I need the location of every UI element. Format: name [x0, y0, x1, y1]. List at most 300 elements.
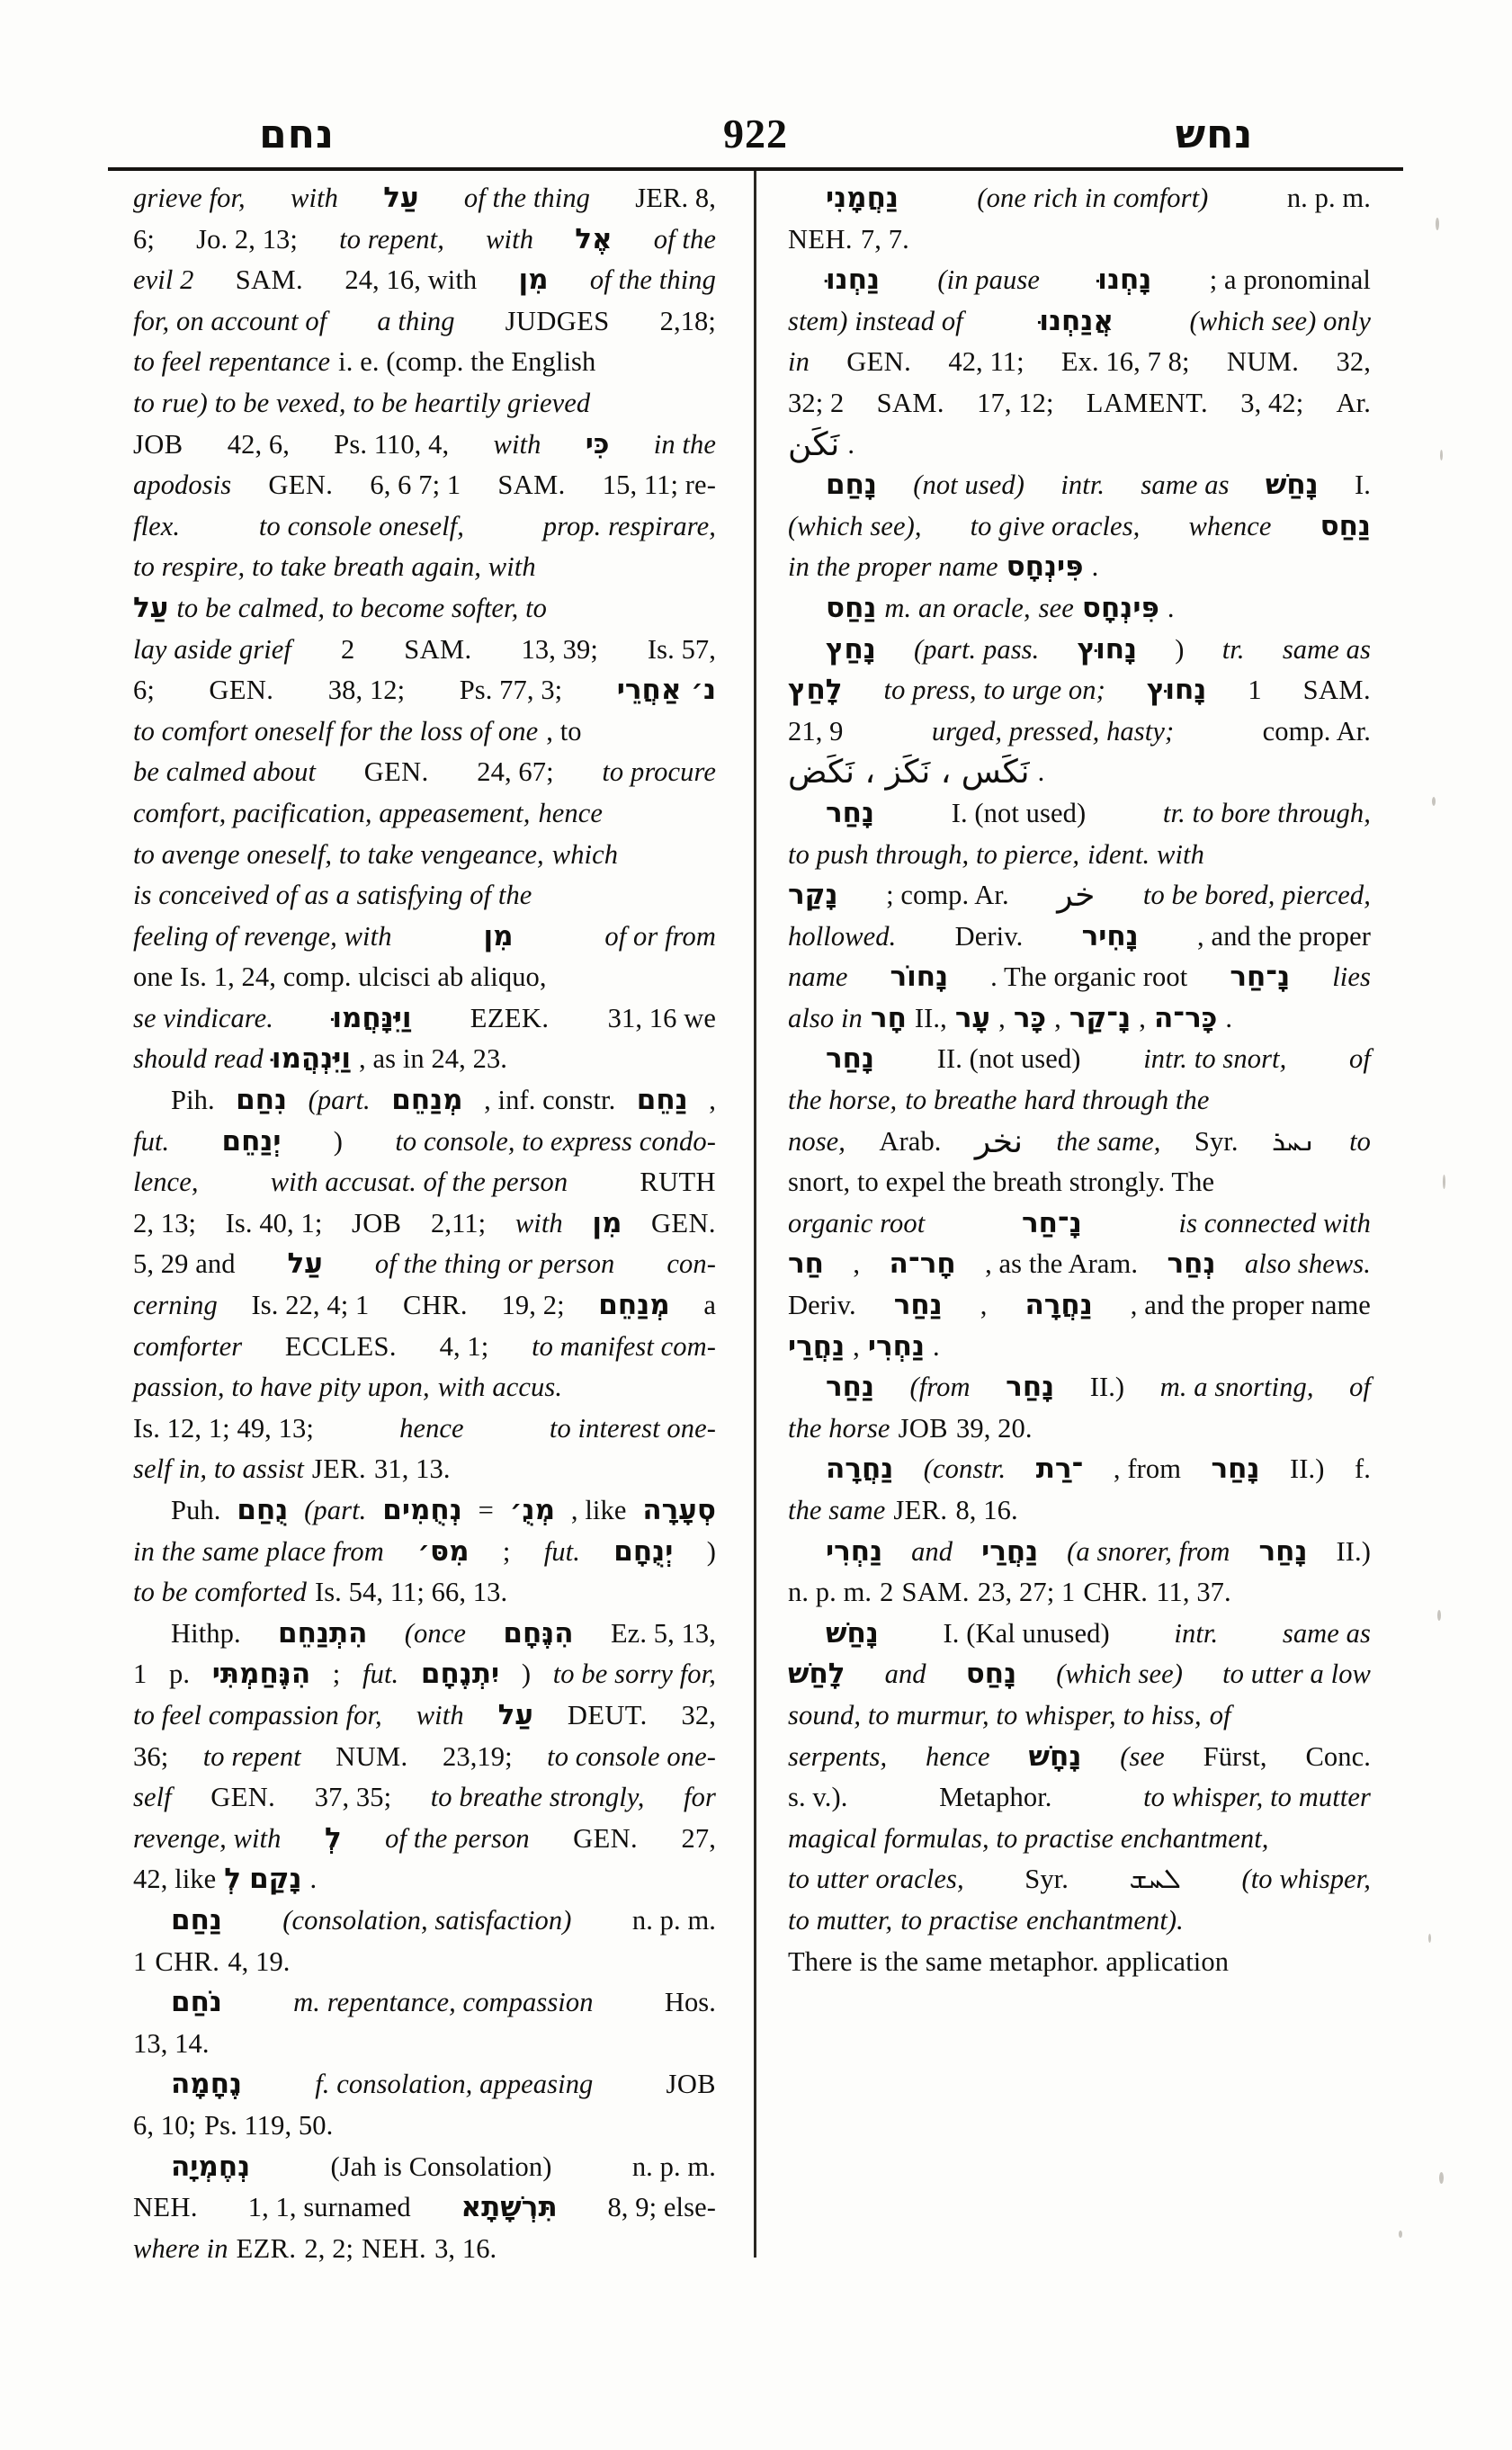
- hebrew-word: נֹחַם: [171, 1986, 222, 2019]
- gloss-text: lence,: [133, 1167, 199, 1198]
- scripture-reference: SAM.: [404, 633, 472, 665]
- gloss-text: evil 2: [133, 264, 194, 296]
- scripture-reference: EZR.: [236, 2232, 297, 2264]
- body-text: 27,: [681, 1822, 716, 1854]
- gloss-text: to press, to urge on;: [883, 675, 1105, 706]
- hebrew-word: נַחַם: [171, 1903, 222, 1936]
- body-text: .: [1167, 592, 1175, 623]
- text-line: [133, 1654, 716, 1695]
- scan-speckle: [1440, 450, 1443, 460]
- body-text: 42, 11;: [948, 346, 1024, 378]
- hebrew-word: פִּינְחָס: [1081, 591, 1159, 624]
- hebrew-word: וַיִּנְהֲמוּ: [271, 1042, 352, 1076]
- hebrew-word: ־רַת: [1035, 1453, 1084, 1486]
- scripture-reference: GEN.: [651, 1207, 716, 1238]
- scan-speckle: [1428, 1934, 1431, 1943]
- hebrew-word: עַל: [497, 1698, 533, 1731]
- gloss-text: with accusat. of the person: [270, 1167, 568, 1198]
- text-line: [788, 1285, 1371, 1327]
- gloss-text: m. a snorting,: [1159, 1372, 1314, 1403]
- body-text: 6;: [133, 675, 155, 706]
- body-text: .: [1225, 1002, 1233, 1033]
- text-line: [133, 2147, 716, 2188]
- gloss-text: in: [788, 346, 810, 378]
- body-text: 39, 20.: [956, 1412, 1033, 1444]
- body-text: 6;: [133, 223, 155, 255]
- body-text: Is. 40, 1;: [225, 1207, 323, 1238]
- body-text: 2: [340, 633, 355, 665]
- body-text: , as the Aram.: [985, 1248, 1139, 1280]
- text-line: [133, 1532, 716, 1573]
- text-line: [133, 957, 716, 998]
- hebrew-word: נְחֻמִים: [382, 1494, 462, 1526]
- hebrew-word: הִנֶּחַמְתִּי: [211, 1658, 311, 1691]
- body-text: n. p. m.: [631, 2150, 716, 2182]
- body-text: Ps. 77, 3;: [459, 675, 563, 706]
- hebrew-word: נַחֲרָה: [826, 1453, 894, 1486]
- hebrew-word: נַחֲרַי: [981, 1534, 1039, 1568]
- text-line: [788, 506, 1371, 548]
- body-text: ,: [998, 1002, 1006, 1033]
- text-line: [133, 547, 716, 588]
- text-line: [788, 711, 1371, 753]
- gloss-text: revenge, with: [133, 1822, 282, 1854]
- body-text: Deriv.: [788, 1290, 856, 1321]
- gloss-text: magical formulas, to practise enchantment,: [788, 1822, 1269, 1854]
- hebrew-word: סְעָרָה: [642, 1494, 716, 1526]
- gloss-text: con-: [667, 1248, 716, 1280]
- gloss-text: (once: [404, 1617, 467, 1649]
- text-line: [788, 1859, 1371, 1900]
- text-line: [133, 301, 716, 343]
- text-line: [788, 1695, 1371, 1737]
- body-text: =: [478, 1495, 494, 1525]
- body-text: ,: [709, 1085, 716, 1116]
- gloss-text: of the: [653, 223, 716, 255]
- gloss-text: self: [133, 1782, 172, 1813]
- hebrew-word: עַל: [383, 182, 419, 214]
- gloss-text: prop. respirare,: [542, 510, 716, 541]
- body-text: 8, 9; else-: [607, 2192, 716, 2223]
- hebrew-word: לָחַשׁ: [788, 1658, 845, 1691]
- hebrew-word: נָחִיר: [1081, 919, 1139, 952]
- hebrew-word: נָקַם: [249, 1863, 302, 1896]
- hebrew-word: נַחֲרַי: [788, 1329, 845, 1363]
- hebrew-word: נָחַר: [1006, 1371, 1055, 1404]
- gloss-text: to breathe strongly,: [430, 1782, 645, 1813]
- body-text: Puh.: [171, 1495, 221, 1525]
- gloss-text: to give oracles,: [970, 510, 1141, 541]
- gloss-text: to practise: [900, 1904, 1018, 1936]
- gloss-text: with accus.: [437, 1372, 563, 1403]
- gloss-text: to procure: [602, 756, 716, 788]
- gloss-text: with: [514, 1207, 563, 1238]
- gloss-text: ident. with: [1087, 838, 1204, 870]
- text-line: [788, 998, 1371, 1040]
- body-text: Is. 57,: [647, 633, 716, 665]
- text-line: [133, 1982, 716, 2024]
- body-text: ,: [1139, 1002, 1146, 1033]
- body-text: .: [933, 1330, 940, 1362]
- body-text: Conc.: [1305, 1740, 1371, 1772]
- body-text: , as in 24, 23.: [359, 1043, 508, 1075]
- text-line: [133, 752, 716, 793]
- body-text: 2: [880, 1577, 894, 1608]
- body-text: 32; 2: [788, 387, 845, 418]
- gloss-text: to respire, to take breath again, with: [133, 551, 536, 583]
- body-text: , and the proper name: [1130, 1290, 1371, 1321]
- page-number: 922: [723, 111, 788, 156]
- hebrew-word: חַר: [788, 1247, 824, 1281]
- gloss-text: the same,: [1056, 1125, 1161, 1157]
- gloss-text: tr. to bore through,: [1162, 797, 1371, 828]
- scan-speckle: [1436, 218, 1439, 230]
- gloss-text: (to whisper,: [1241, 1864, 1371, 1895]
- hebrew-word: תִּרְשָׁתָא: [461, 2191, 558, 2224]
- text-line: [133, 260, 716, 301]
- text-line: [133, 1367, 716, 1408]
- gloss-text: to mutter,: [788, 1904, 893, 1936]
- body-text: 24, 16, with: [344, 264, 478, 296]
- body-text: 36;: [133, 1740, 169, 1772]
- scripture-reference: JER.: [311, 1453, 366, 1485]
- body-text: ,: [980, 1290, 988, 1321]
- body-text: Is. 12, 1; 49, 13;: [133, 1412, 314, 1444]
- gloss-text: to breathe hard through the: [905, 1085, 1210, 1116]
- gloss-text: to avenge oneself, to take vengeance,: [133, 838, 544, 870]
- gloss-text: (from: [909, 1372, 971, 1403]
- text-line: [788, 1080, 1371, 1122]
- scripture-reference: CHR.: [1083, 1577, 1149, 1608]
- text-line: [788, 1408, 1371, 1450]
- text-line: [133, 2064, 716, 2106]
- body-text: Ar.: [1336, 387, 1371, 418]
- gloss-text: is conceived of as a satisfying of the: [133, 880, 532, 911]
- hebrew-word: נ׳ אַחֲרֵי: [616, 674, 716, 707]
- gloss-text: (consolation, satisfaction): [282, 1904, 572, 1936]
- hebrew-word: נָחַץ: [826, 632, 876, 666]
- body-text: I.: [1354, 469, 1371, 501]
- body-text: 23,19;: [443, 1740, 513, 1772]
- hebrew-word: כָּר־ה: [1153, 1001, 1218, 1034]
- hebrew-word: נַחֲרָה: [1024, 1289, 1093, 1322]
- gloss-text: urged, pressed, hasty;: [931, 715, 1175, 747]
- body-text: .: [847, 428, 855, 460]
- body-text: 13, 39;: [521, 633, 598, 665]
- scripture-reference: NEH.: [362, 2232, 427, 2264]
- body-text: ; a pronominal: [1209, 264, 1371, 296]
- body-text: Hos.: [664, 1987, 716, 2018]
- text-line: [788, 752, 1371, 793]
- hebrew-word: יִתְנֶחָם: [420, 1658, 500, 1691]
- body-text: . The organic root: [990, 961, 1188, 993]
- hebrew-word: מִסּ׳: [417, 1534, 470, 1568]
- body-text: snort, to expel the breath strongly. The: [788, 1167, 1215, 1198]
- text-line: [133, 670, 716, 711]
- gloss-text: se vindicare.: [133, 1002, 274, 1033]
- gloss-text: the same: [788, 1495, 886, 1525]
- hebrew-word: חָר־ה: [889, 1247, 956, 1281]
- gloss-text: same as: [1282, 633, 1371, 665]
- body-text: (Jah is Consolation): [330, 2150, 552, 2182]
- gloss-text: of the thing: [463, 183, 591, 213]
- text-line: [788, 1532, 1371, 1573]
- gloss-text: of the thing: [589, 264, 716, 296]
- scripture-reference: SAM.: [497, 469, 566, 501]
- gloss-text: apodosis: [133, 469, 232, 501]
- text-line: [133, 588, 716, 630]
- gloss-text: serpents,: [788, 1740, 888, 1772]
- gloss-text: where in: [133, 2232, 228, 2264]
- text-line: [788, 793, 1371, 835]
- text-line: [133, 1614, 716, 1655]
- body-text: 37, 35;: [314, 1782, 392, 1813]
- text-line: [788, 835, 1371, 876]
- hebrew-word: נָחַר: [1258, 1534, 1308, 1568]
- hebrew-word: כָּר: [1013, 1001, 1047, 1034]
- arabic-word: نخر: [974, 1122, 1024, 1160]
- hebrew-word: נְחַר: [1167, 1247, 1216, 1281]
- text-line: [133, 875, 716, 917]
- body-text: , from: [1113, 1453, 1182, 1485]
- gloss-text: enchantment).: [1025, 1904, 1184, 1936]
- gloss-text: to repent,: [339, 223, 444, 255]
- text-line: [133, 1162, 716, 1203]
- body-text: Hithp.: [171, 1617, 241, 1649]
- body-text: 21, 9: [788, 715, 844, 747]
- text-line: [133, 383, 716, 425]
- body-text: II.): [1089, 1372, 1125, 1403]
- body-text: I. (not used): [951, 797, 1087, 828]
- text-line: [788, 917, 1371, 958]
- body-text: ): [333, 1125, 344, 1157]
- gloss-text: hence: [926, 1740, 990, 1772]
- hebrew-word: נַחַר: [826, 1371, 875, 1404]
- body-text: Fürst,: [1203, 1740, 1267, 1772]
- gloss-text: stem) instead of: [788, 305, 963, 336]
- gloss-text: (which see): [1056, 1659, 1184, 1690]
- gloss-text: intr.: [1060, 469, 1105, 501]
- hebrew-word: מִן: [592, 1206, 622, 1239]
- scripture-reference: GEN.: [846, 346, 912, 378]
- gloss-text: is connected with: [1178, 1207, 1371, 1238]
- body-text: a: [703, 1290, 716, 1321]
- scripture-reference: GEN.: [268, 469, 334, 501]
- body-text: , inf. constr.: [484, 1085, 616, 1116]
- text-line: [788, 1039, 1371, 1080]
- text-line: [788, 219, 1371, 261]
- gloss-text: (constr.: [923, 1453, 1007, 1485]
- gloss-text: same as: [1141, 469, 1230, 501]
- text-line: [788, 1777, 1371, 1819]
- arabic-word: نَكَن: [788, 425, 840, 463]
- text-line: [133, 219, 716, 261]
- text-line: [133, 1777, 716, 1819]
- hebrew-word: נָחוּץ: [1077, 632, 1138, 666]
- gloss-text: to manifest com-: [532, 1330, 716, 1362]
- body-text: II. (not used): [936, 1043, 1081, 1075]
- text-line: [133, 1942, 716, 1983]
- hebrew-word: נָחָשׁ: [1028, 1739, 1082, 1773]
- body-text: 2, 2;: [304, 2232, 354, 2264]
- text-line: [788, 875, 1371, 917]
- hebrew-word: נַחַס: [826, 591, 877, 624]
- hebrew-word: נָחְנוּ: [1097, 264, 1152, 297]
- gloss-text: (part.: [304, 1495, 367, 1525]
- hebrew-word: יְנֻחָם: [613, 1534, 674, 1568]
- text-line: [133, 1695, 716, 1737]
- body-text: 6, 10;: [133, 2109, 197, 2141]
- gloss-text: for, on account of: [133, 305, 327, 336]
- hebrew-word: נָ־חַר: [1230, 961, 1291, 994]
- gloss-text: (in pause: [937, 264, 1040, 296]
- body-text: n. p. m.: [788, 1577, 872, 1608]
- hebrew-word: נָחוּץ: [1146, 674, 1207, 707]
- gloss-text: to repent: [202, 1740, 301, 1772]
- body-text: ): [706, 1535, 716, 1567]
- hebrew-word: פִּינְחָס: [1006, 550, 1084, 584]
- body-text: 32,: [1336, 346, 1371, 378]
- gloss-text: passion, to have pity upon,: [133, 1372, 430, 1403]
- column-divider: [754, 171, 756, 2258]
- text-line: [788, 1490, 1371, 1532]
- hebrew-word: מִן: [518, 264, 549, 297]
- text-line: [133, 630, 716, 671]
- scripture-reference: EZEK.: [470, 1002, 550, 1033]
- scripture-reference: GEN.: [363, 756, 429, 788]
- scripture-reference: SAM.: [876, 387, 944, 418]
- body-text: ,: [853, 1330, 860, 1362]
- text-line: [788, 1367, 1371, 1408]
- gloss-text: with: [486, 223, 534, 255]
- scan-speckle: [1432, 797, 1436, 806]
- hebrew-word: נַחֲמָנִי: [826, 182, 899, 214]
- text-line: [133, 1572, 716, 1614]
- gloss-text: to feel compassion for,: [133, 1699, 382, 1730]
- gloss-text: to comfort oneself for the loss of one: [133, 715, 539, 747]
- body-text: n. p. m.: [1286, 183, 1371, 213]
- gloss-text: of: [1349, 1372, 1371, 1403]
- body-text: 2,18;: [659, 305, 716, 336]
- text-line: [133, 1327, 716, 1368]
- body-text: 32,: [681, 1699, 716, 1730]
- body-text: 7, 7.: [860, 223, 909, 255]
- gloss-text: (which see) only: [1189, 305, 1371, 336]
- gloss-text: also shews.: [1244, 1248, 1371, 1280]
- gloss-text: fut.: [133, 1125, 170, 1157]
- gloss-text: to be sorry for,: [552, 1659, 716, 1690]
- text-line: [133, 1080, 716, 1122]
- text-line: [133, 1122, 716, 1163]
- hebrew-word: מְנֻ׳: [509, 1494, 556, 1526]
- hebrew-word: נָחַשׁ: [1265, 469, 1319, 502]
- gloss-text: of the person: [385, 1822, 530, 1854]
- body-text: There is the same metaphor. application: [788, 1945, 1230, 1977]
- gloss-text: feeling of revenge, with: [133, 920, 392, 952]
- body-text: f.: [1354, 1453, 1371, 1485]
- scripture-reference: GEN.: [210, 1782, 276, 1813]
- hebrew-word: וַיִּנָּחֲמוּ: [332, 1001, 412, 1034]
- body-text: Is. 54, 11; 66, 13.: [314, 1577, 508, 1608]
- body-text: 8, 16.: [955, 1495, 1018, 1525]
- gloss-text: fut.: [362, 1659, 399, 1690]
- text-line: [788, 630, 1371, 671]
- gloss-text: organic root: [788, 1207, 926, 1238]
- body-text: I. (Kal unused): [943, 1617, 1110, 1649]
- body-text: .: [1037, 756, 1045, 788]
- hebrew-word: נַחַר: [893, 1289, 943, 1322]
- gloss-text: m. an oracle,: [884, 592, 1031, 623]
- gloss-text: in the proper name: [788, 551, 998, 583]
- body-text: ; comp. Ar.: [886, 880, 1009, 911]
- text-line: [788, 547, 1371, 588]
- scripture-reference: ECCLES.: [284, 1330, 397, 1362]
- body-text: ;: [332, 1659, 341, 1690]
- body-text: 24, 67;: [477, 756, 554, 788]
- body-text: i. e. (comp. the English: [338, 346, 596, 378]
- hebrew-word: נְחֶמְיָה: [171, 2150, 251, 2183]
- text-line: [133, 1244, 716, 1285]
- gloss-text: flex.: [133, 510, 181, 541]
- gloss-text: hence: [538, 797, 604, 828]
- hebrew-word: נָחַשׁ: [826, 1616, 879, 1650]
- body-text: , and the proper: [1197, 920, 1371, 952]
- gloss-text: to utter a low: [1222, 1659, 1371, 1690]
- gloss-text: should read: [133, 1043, 264, 1075]
- gloss-text: of: [1209, 1699, 1231, 1730]
- text-line: [788, 383, 1371, 425]
- scripture-reference: NEH.: [788, 223, 853, 255]
- gloss-text: to feel repentance: [133, 346, 331, 378]
- gloss-text: grieve for,: [133, 183, 246, 213]
- hebrew-word: עָר: [954, 1001, 991, 1034]
- scripture-reference: DEUT.: [567, 1699, 648, 1730]
- hebrew-word: נַחְרִי: [867, 1329, 926, 1363]
- gloss-text: to be bored, pierced,: [1142, 880, 1371, 911]
- text-line: [133, 998, 716, 1040]
- text-line: [133, 1285, 716, 1327]
- gloss-text: in the: [653, 428, 716, 460]
- body-text: 4, 19.: [228, 1945, 291, 1977]
- body-text: ): [1175, 633, 1185, 665]
- text-line: [133, 465, 716, 506]
- body-text: Ex. 16, 7 8;: [1060, 346, 1190, 378]
- body-text: 2,11;: [431, 1207, 487, 1238]
- body-text: 38, 12;: [327, 675, 406, 706]
- body-text: Deriv.: [954, 920, 1024, 952]
- text-line: [133, 1203, 716, 1245]
- body-text: Syr.: [1194, 1125, 1239, 1157]
- text-line: [788, 1942, 1371, 1983]
- left-text-column: [133, 178, 716, 2269]
- text-line: [788, 1162, 1371, 1203]
- body-text: 1: [1248, 675, 1262, 706]
- body-text: Metaphor.: [939, 1782, 1052, 1813]
- gloss-text: comforter: [133, 1330, 243, 1362]
- body-text: II.): [1336, 1535, 1371, 1567]
- hebrew-word: נָ־חַר: [1021, 1206, 1082, 1239]
- gloss-text: intr.: [1174, 1617, 1219, 1649]
- text-line: [788, 342, 1371, 383]
- gloss-text: a thing: [377, 305, 455, 336]
- gloss-text: of or from: [604, 920, 716, 952]
- hebrew-word: יְנַחֵם: [221, 1124, 282, 1158]
- gloss-text: name: [788, 961, 848, 993]
- gloss-text: hence: [399, 1412, 464, 1444]
- body-text: 31, 16 we: [607, 1002, 716, 1033]
- text-line: [788, 670, 1371, 711]
- gloss-text: see: [1038, 592, 1074, 623]
